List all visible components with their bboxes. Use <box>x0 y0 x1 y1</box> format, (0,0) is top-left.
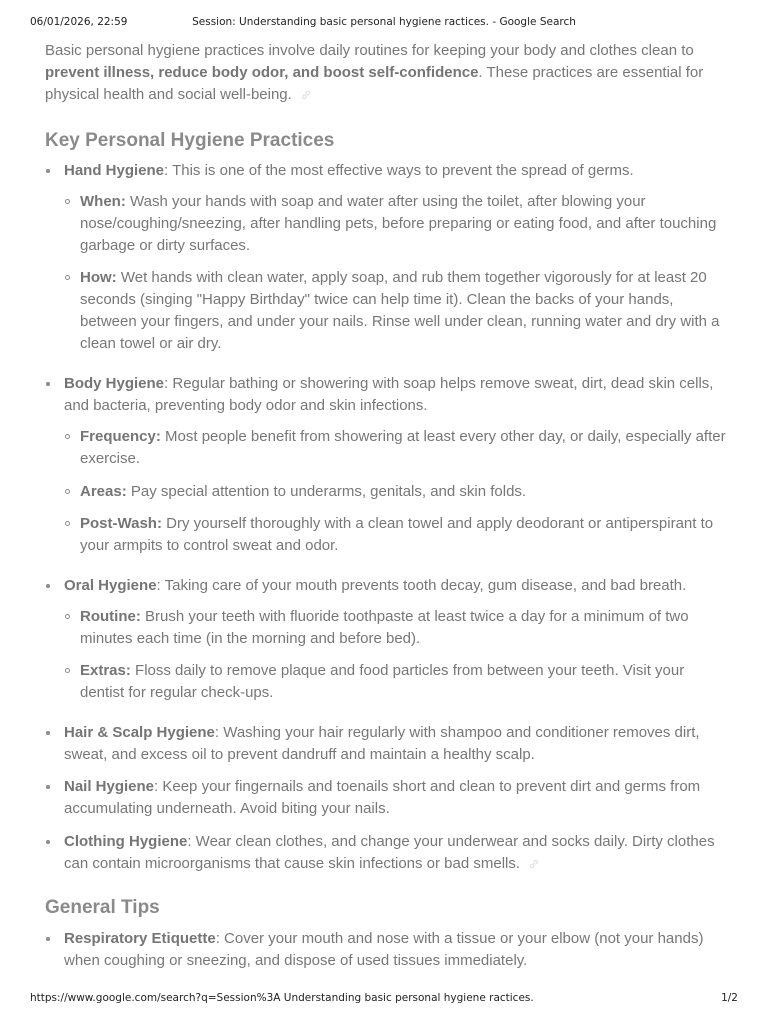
sub-item-title: Post-Wash: <box>80 515 162 532</box>
list-item-nail-hygiene <box>45 776 730 820</box>
list-item-hair-scalp-hygiene <box>45 722 730 766</box>
sub-item-title: Areas: <box>80 483 127 500</box>
sub-item-routine <box>64 606 730 650</box>
sub-item-text: Floss daily to remove plaque and food particles from between your teeth. Visit your dentist for regular check-ups. <box>80 662 685 701</box>
search-result-content <box>45 40 730 972</box>
print-title: Session: Understanding basic personal hygiene ractices. - Google Search <box>192 16 576 28</box>
page-number: 1/2 <box>721 992 738 1004</box>
sub-item-title: How: <box>80 269 117 286</box>
link-icon[interactable] <box>528 858 540 870</box>
sub-item-how <box>64 267 730 355</box>
sub-item-when <box>64 191 730 257</box>
sub-item-post-wash <box>64 513 730 557</box>
list-item-oral-hygiene <box>45 575 730 704</box>
sub-item-title: Routine: <box>80 608 141 625</box>
sub-item-frequency <box>64 426 730 470</box>
intro-paragraph <box>45 40 730 106</box>
item-text: : Washing your hair regularly with shampoo and conditioner removes dirt, sweat, and excess oil to prevent dandruff and maintain a healthy scalp. <box>64 724 700 763</box>
list-item-respiratory-etiquette <box>45 928 730 972</box>
item-title: Clothing Hygiene <box>64 833 188 850</box>
sub-item-title: When: <box>80 193 126 210</box>
print-datetime: 06/01/2026, 22:59 <box>30 16 128 28</box>
section-heading-key-practices: Key Personal Hygiene Practices <box>45 130 335 151</box>
key-practices-list <box>45 160 730 875</box>
item-title: Hair & Scalp Hygiene <box>64 724 215 741</box>
print-header <box>0 16 768 32</box>
section-heading-general-tips: General Tips <box>45 897 160 918</box>
item-text: : Cover your mouth and nose with a tissue or your elbow (not your hands) when coughing or sneezing, and dispose of used tissues immediately. <box>64 930 704 969</box>
item-title: Hand Hygiene <box>64 162 165 179</box>
sub-item-text: Wash your hands with soap and water after using the toilet, after blowing your nose/coughing/sneezing, after handling pets, before preparing or eating food, and after touching garbage or dirty surfaces. <box>80 193 717 254</box>
sub-item-areas <box>64 481 730 503</box>
sub-list <box>64 426 730 557</box>
sub-item-text: Wet hands with clean water, apply soap, and rub them together vigorously for at least 20 seconds (singing "Happy Birthday" twice can help time it). Clean the backs of your hands, between your fingers, and under your nails. Rinse well under clean, running water and dry with a clean towel or air dry. <box>80 269 720 352</box>
sub-list <box>64 606 730 704</box>
item-title: Respiratory Etiquette <box>64 930 216 947</box>
item-text: : Taking care of your mouth prevents tooth decay, gum disease, and bad breath. <box>156 577 687 594</box>
list-item-body-hygiene <box>45 373 730 557</box>
intro-bold: prevent illness, reduce body odor, and boost self-confidence <box>45 64 479 81</box>
sub-item-extras <box>64 660 730 704</box>
intro-text-2: . These practices are essential for physical health and social well-being. <box>45 64 704 103</box>
sub-list <box>64 191 730 355</box>
print-footer <box>0 992 768 1008</box>
sub-item-title: Frequency: <box>80 428 161 445</box>
item-title: Body Hygiene <box>64 375 165 392</box>
sub-item-text: Most people benefit from showering at least every other day, or daily, especially after exercise. <box>80 428 726 467</box>
print-url: https://www.google.com/search?q=Session%3A Understanding basic personal hygiene ractices. <box>30 992 534 1004</box>
sub-item-text: Dry yourself thoroughly with a clean towel and apply deodorant or antiperspirant to your armpits to control sweat and odor. <box>80 515 714 554</box>
item-title: Nail Hygiene <box>64 778 155 795</box>
item-text: : This is one of the most effective ways to prevent the spread of germs. <box>164 162 634 179</box>
sub-item-title: Extras: <box>80 662 131 679</box>
link-icon[interactable] <box>300 89 312 101</box>
sub-item-text: Pay special attention to underarms, genitals, and skin folds. <box>126 483 527 500</box>
item-text: : Wear clean clothes, and change your underwear and socks daily. Dirty clothes can contain microorganisms that cause skin infections or bad smells. <box>64 833 715 872</box>
general-tips-list <box>45 928 730 972</box>
list-item-clothing-hygiene <box>45 831 730 875</box>
item-text: : Regular bathing or showering with soap helps remove sweat, dirt, dead skin cells, and bacteria, preventing body odor and skin infections. <box>64 375 714 414</box>
item-text: : Keep your fingernails and toenails short and clean to prevent dirt and germs from accumulating underneath. Avoid biting your nails. <box>64 778 701 817</box>
intro-text-1: Basic personal hygiene practices involve daily routines for keeping your body and clothes clean to <box>45 42 694 59</box>
list-item-hand-hygiene <box>45 160 730 355</box>
sub-item-text: Brush your teeth with fluoride toothpaste at least twice a day for a minimum of two minutes each time (in the morning and before bed). <box>80 608 689 647</box>
item-title: Oral Hygiene <box>64 577 157 594</box>
